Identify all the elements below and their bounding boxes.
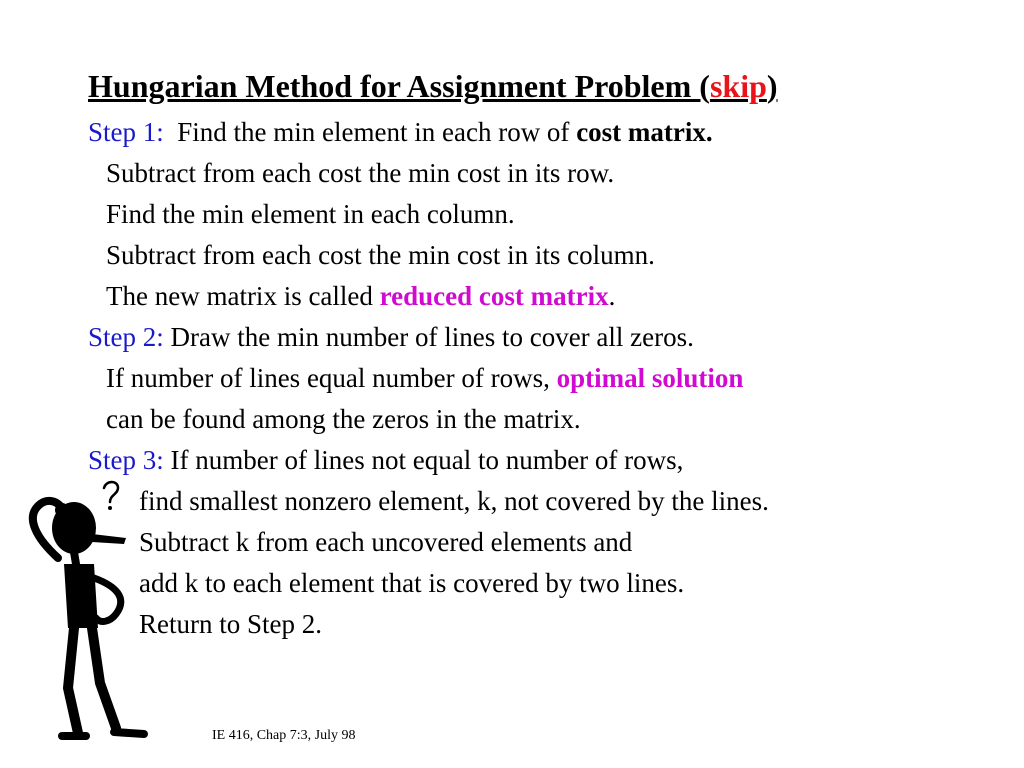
thinking-figure-icon [16, 478, 156, 748]
step1-line [88, 115, 713, 149]
step2-label: Step 2 [88, 322, 157, 352]
step1-text: Find the min element in each row of [163, 117, 577, 147]
title-close: ) [766, 68, 778, 104]
step2-text: Draw the min number of lines to cover all zeros. [163, 322, 694, 352]
step1-colon: : [156, 117, 164, 147]
reduced-term: reduced cost matrix [379, 281, 609, 311]
slide-title [88, 66, 778, 106]
step3-line [88, 443, 683, 477]
step3-subline-1: find smallest nonzero element, k, not covered by the lines. [139, 486, 769, 516]
optimal-term: optimal solution [556, 363, 744, 393]
step2-line [88, 320, 694, 354]
step1-subline-2: Find the min element in each column. [106, 199, 515, 229]
step3-text: If number of lines not equal to number of rows, [163, 445, 684, 475]
step1-subline-1: Subtract from each cost the min cost in its row. [106, 158, 615, 188]
step3-subline-2: Subtract k from each uncovered elements and [139, 527, 633, 557]
title-main: Hungarian Method for Assignment Problem ( [88, 68, 710, 104]
title-skip: skip [709, 68, 767, 104]
step1-subline-3: Subtract from each cost the min cost in its column. [106, 240, 655, 270]
step2-optimal-line [106, 361, 743, 395]
optimal-prefix: If number of lines equal number of rows, [106, 363, 557, 393]
step1-label: Step 1 [88, 117, 157, 147]
step1-reduced-line [106, 279, 615, 313]
step3-label: Step 3 [88, 445, 157, 475]
reduced-suffix: . [608, 281, 616, 311]
slide-footer: IE 416, Chap 7:3, July 98 [212, 728, 356, 743]
step3-colon: : [156, 445, 164, 475]
step3-subline-3: add k to each element that is covered by two lines. [139, 568, 685, 598]
step2-colon: : [156, 322, 164, 352]
reduced-prefix: The new matrix is called [106, 281, 380, 311]
step1-bold: cost matrix. [576, 117, 713, 147]
step3-subline-4: Return to Step 2. [139, 609, 322, 639]
step2-subline: can be found among the zeros in the matrix. [106, 404, 581, 434]
